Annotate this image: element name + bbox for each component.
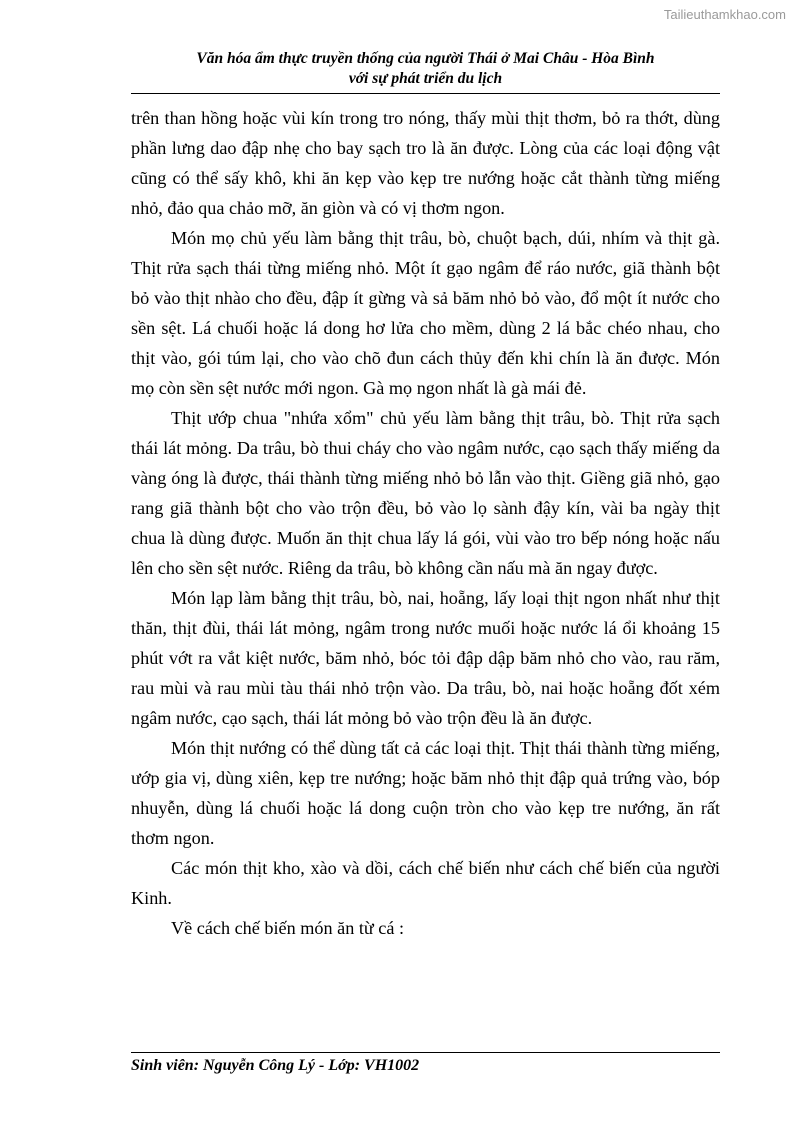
body-text: [131, 103, 720, 943]
paragraph-mon-ca: Về cách chế biến món ăn từ cá :: [171, 918, 405, 938]
page-header: [131, 49, 720, 89]
page-footer: Sinh viên: Nguyễn Công Lý - Lớp: VH1002: [131, 1057, 420, 1074]
header-title-line-1: Văn hóa ẩm thực truyền thống của người Thái ở Mai Châu - Hòa Bình: [196, 50, 655, 67]
paragraph-thit-kho: Các món thịt kho, xào và dồi, cách chế biến như cách chế biến của người Kinh.: [131, 858, 720, 908]
paragraph-mon-mo: Món mọ chủ yếu làm bằng thịt trâu, bò, chuột bạch, dúi, nhím và thịt gà. Thịt rửa sạch thái từng miếng nhỏ. Một ít gạo ngâm để ráo nước, giã thành bột bỏ vào thịt nhào cho đều, đập ít gừng và sả băm nhỏ bỏ vào, đổ một ít nước cho sền sệt. Lá chuối hoặc lá dong hơ lửa cho mềm, dùng 2 lá bắc chéo nhau, cho thịt vào, gói túm lại, cho vào chõ đun cách thủy đến khi chín là ăn được. Món mọ còn sền sệt nước mới ngon. Gà mọ ngon nhất là gà mái đẻ.: [131, 228, 720, 398]
header-divider: [131, 93, 720, 94]
watermark-text: Tailieuthamkhao.com: [663, 7, 786, 22]
paragraph-thit-nuong: Món thịt nướng có thể dùng tất cả các loại thịt. Thịt thái thành từng miếng, ướp gia vị, dùng xiên, kẹp tre nướng; hoặc băm nhỏ thịt đập quả trứng vào, bóp nhuyễn, dùng lá chuối hoặc lá dong cuộn tròn cho vào kẹp tre nướng, ăn rất thơm ngon.: [131, 738, 720, 848]
header-title-line-2: với sự phát triển du lịch: [348, 70, 503, 87]
paragraph-continuation: trên than hồng hoặc vùi kín trong tro nóng, thấy mùi thịt thơm, bỏ ra thớt, dùng phần lưng dao đập nhẹ cho bay sạch tro là ăn được. Lòng của các loại động vật cũng có thể sấy khô, khi ăn kẹp vào kẹp tre nướng hoặc cắt thành từng miếng nhỏ, đảo qua chảo mỡ, ăn giòn và có vị thơm ngon.: [131, 108, 720, 218]
paragraph-mon-lap: Món lạp làm bằng thịt trâu, bò, nai, hoẵng, lấy loại thịt ngon nhất như thịt thăn, thịt đùi, thái lát mỏng, ngâm trong nước muối hoặc nước lá ổi khoảng 15 phút vớt ra vắt kiệt nước, băm nhỏ, bóc tỏi đập dập băm nhỏ cho vào, rau răm, rau mùi và rau mùi tàu thái nhỏ trộn vào. Da trâu, bò, nai hoặc hoẵng đốt xém ngâm nước, cạo sạch, thái lát mỏng bỏ vào trộn đều là ăn được.: [131, 588, 720, 728]
footer-divider: [131, 1052, 720, 1053]
paragraph-thit-uop-chua: Thịt ướp chua "nhứa xổm" chủ yếu làm bằng thịt trâu, bò. Thịt rửa sạch thái lát mỏng. Da trâu, bò thui cháy cho vào ngâm nước, cạo sạch thấy miếng da vàng óng là được, thái thành từng miếng nhỏ bỏ lẫn vào thịt. Giềng giã nhỏ, gạo rang giã thành bột cho vào trộn đều, bỏ vào lọ sành đậy kín, vài ba ngày thịt chua là dùng được. Muốn ăn thịt chua lấy lá gói, vùi vào tro bếp nóng hoặc nấu lên cho sền sệt nước. Riêng da trâu, bò không cần nấu mà ăn ngay được.: [131, 408, 720, 578]
